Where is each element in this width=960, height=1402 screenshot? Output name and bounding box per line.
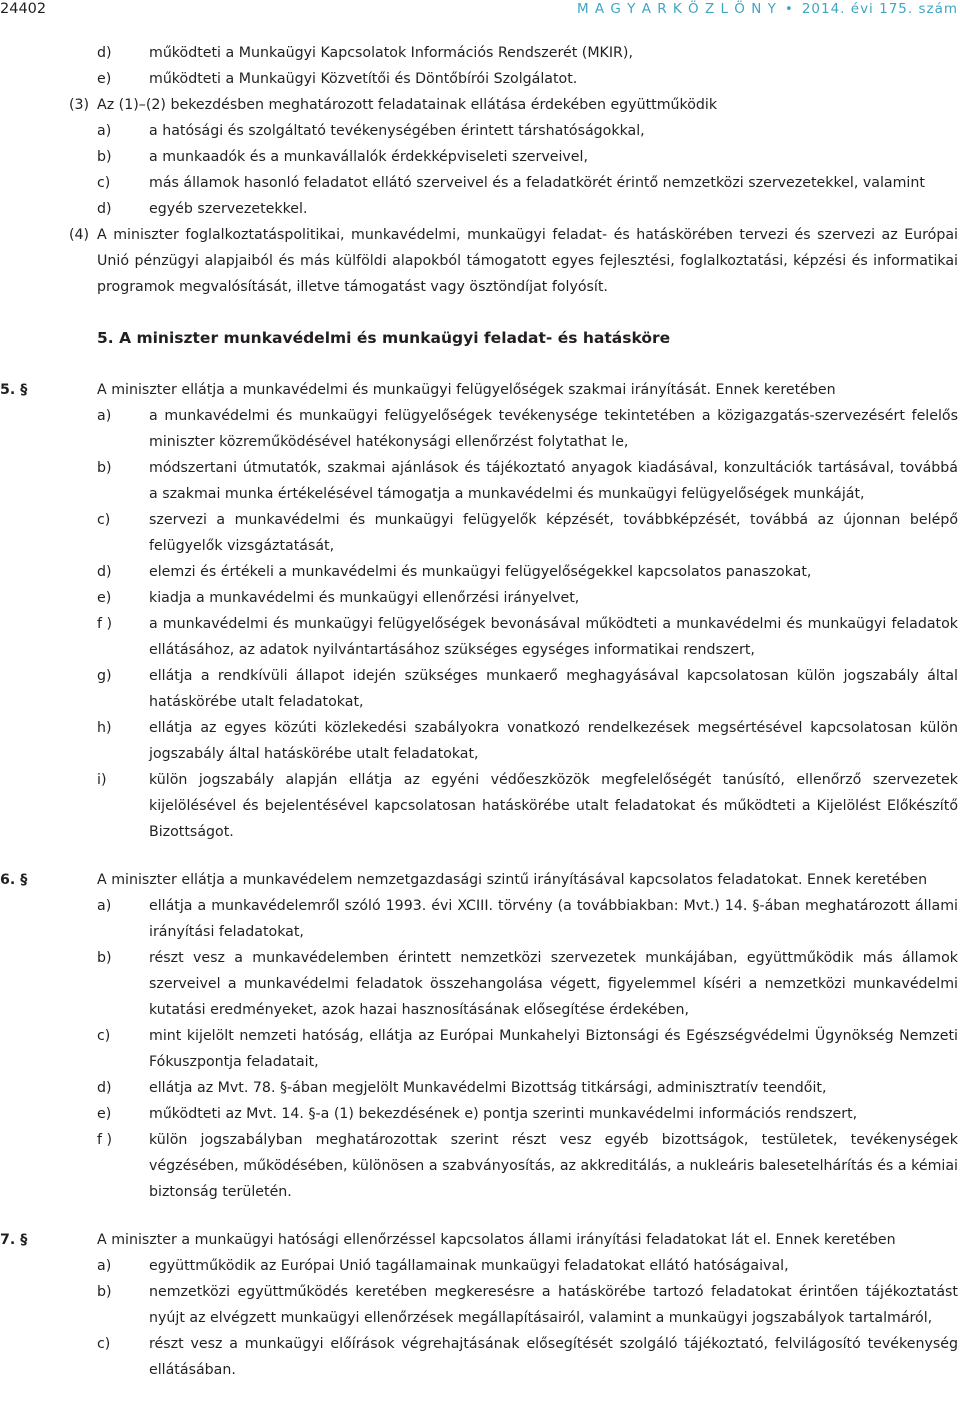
item-text: mint kijelölt nemzeti hatóság, ellátja az Európai Munkahelyi Biztonsági és Egészségvédelmi Ügynökség Nemzeti Fókuszpontja feladatait, (149, 1028, 958, 1070)
paragraph-3 (0, 92, 960, 118)
section-intro (0, 1227, 960, 1253)
paragraph-text: A miniszter foglalkoztatáspolitikai, munkavédelmi, munkaügyi feladat- és hatáskörében tervezi és szervezi az Európai Unió pénzügyi alapjaiból és más külföldi alapokból támogatott egyes fejlesztési, foglalkoztatási, képzési és informatikai programok megvalósítását, illetve támogatást vagy ösztöndíjat folyósít. (97, 227, 958, 295)
list-item (0, 118, 960, 144)
list-item (0, 455, 960, 507)
item-text: módszertani útmutatók, szakmai ajánlások és tájékoztató anyagok kiadásával, konzultációk tartásával, továbbá a szakmai munka értékelésével támogatja a munkavédelmi és munkaügyi felügyelőségek munkáját, (149, 460, 958, 502)
section-text: A miniszter ellátja a munkavédelem nemzetgazdasági szintű irányításával kapcsolatos feladatokat. Ennek keretében (97, 872, 928, 888)
item-label: g) (97, 668, 112, 684)
item-text: működteti a Munkaügyi Kapcsolatok Információs Rendszerét (MKIR), (149, 45, 633, 61)
item-label: c) (97, 175, 111, 191)
item-label: c) (97, 512, 111, 528)
item-text: a munkavédelmi és munkaügyi felügyelőségek tevékenysége tekintetében a közigazgatás-szervezésért felelős miniszter közreműködésével hatékonysági ellenőrzést folytathat le, (149, 408, 958, 450)
item-label: a) (97, 408, 112, 424)
section-6 (0, 867, 960, 1205)
item-label: a) (97, 1258, 112, 1274)
item-text: működteti a Munkaügyi Közvetítői és Döntőbírói Szolgálatot. (149, 71, 578, 87)
item-label: f ) (97, 1132, 113, 1148)
journal-name: M A G Y A R K Ö Z L Ö N Y (576, 1, 777, 17)
item-label: f ) (97, 616, 113, 632)
item-label: e) (97, 71, 112, 87)
item-text: más államok hasonló feladatot ellátó szerveivel és a feladatkörét érintő nemzetközi szervezetekkel, valamint (149, 175, 925, 191)
item-text: ellátja az egyes közúti közlekedési szabályokra vonatkozó rendelkezések megsértésével kapcsolatosan külön jogszabály által hatáskörébe utalt feladatokat, (149, 720, 958, 762)
list-item (0, 585, 960, 611)
list-item (0, 1253, 960, 1279)
list-item (0, 1279, 960, 1331)
list-item (0, 40, 960, 66)
item-label: b) (97, 950, 112, 966)
list-item (0, 715, 960, 767)
list-item (0, 1075, 960, 1101)
item-text: külön jogszabályban meghatározottak szerint részt vesz egyéb bizottságok, testületek, tevékenységek végzésében, működésében, különösen a szabványosítás, az akkreditálás, a nukleáris balesetelhárítás és a kémiai biztonság területén. (149, 1132, 958, 1200)
item-text: szervezi a munkavédelmi és munkaügyi felügyelők képzését, továbbképzését, továbbá az újonnan belépő felügyelők vizsgáztatását, (149, 512, 958, 554)
item-label: c) (97, 1336, 111, 1352)
list-item (0, 196, 960, 222)
list-item (0, 1101, 960, 1127)
item-label: e) (97, 1106, 112, 1122)
list-item (0, 893, 960, 945)
top-block (0, 40, 960, 300)
journal-issue: 2014. évi 175. szám (801, 1, 958, 17)
item-label: d) (97, 45, 112, 61)
paragraph-4 (0, 222, 960, 300)
item-text: részt vesz a munkavédelemben érintett nemzetközi szervezetek munkájában, együttműködik más államok szerveivel a munkavédelmi feladatok összehangolása végett, figyelemmel kíséri a nemzetközi munkavédelmi kutatási eredményeket, azok hazai hasznosításának elősegítése érdekében, (149, 950, 958, 1018)
separator-dot: • (784, 1, 794, 17)
item-text: a munkavédelmi és munkaügyi felügyelőségek bevonásával működteti a munkavédelmi és munkaügyi feladatok ellátásához, az adatok nyilvántartásához szükséges egységes informatikai rendszert, (149, 616, 958, 658)
item-label: b) (97, 1284, 112, 1300)
item-text: a munkaadók és a munkavállalók érdekképviseleti szerveivel, (149, 149, 588, 165)
section-number: 6. § (0, 872, 28, 888)
paragraph-text: Az (1)–(2) bekezdésben meghatározott feladatainak ellátása érdekében együttműködik (97, 97, 718, 113)
item-label: a) (97, 898, 112, 914)
list-item (0, 1023, 960, 1075)
section-7 (0, 1227, 960, 1383)
list-item (0, 403, 960, 455)
item-label: i) (97, 772, 107, 788)
section-text: A miniszter a munkaügyi hatósági ellenőrzéssel kapcsolatos állami irányítási feladatokat lát el. Ennek keretében (97, 1232, 896, 1248)
item-label: b) (97, 460, 112, 476)
list-item (0, 663, 960, 715)
paragraph-number: (4) (69, 227, 90, 243)
section-text: A miniszter ellátja a munkavédelmi és munkaügyi felügyelőségek szakmai irányítását. Ennek keretében (97, 382, 836, 398)
item-text: ellátja a munkavédelemről szóló 1993. évi XCIII. törvény (a továbbiakban: Mvt.) 14. §-ában meghatározott állami irányítási feladatokat, (149, 898, 958, 940)
chapter-title: 5. A miniszter munkavédelmi és munkaügyi feladat- és hatásköre (97, 329, 671, 347)
page-number: 24402 (0, 1, 47, 17)
item-label: e) (97, 590, 112, 606)
item-text: együttműködik az Európai Unió tagállamainak munkaügyi feladatokat ellátó hatóságaival, (149, 1258, 789, 1274)
list-item (0, 1127, 960, 1205)
list-item (0, 66, 960, 92)
item-label: d) (97, 564, 112, 580)
list-item (0, 945, 960, 1023)
item-text: ellátja a rendkívüli állapot idején szükséges munkaerő meghagyásával kapcsolatosan külön jogszabály által hatáskörébe utalt feladatokat, (149, 668, 958, 710)
item-text: elemzi és értékeli a munkavédelmi és munkaügyi felügyelőségekkel kapcsolatos panaszokat, (149, 564, 812, 580)
item-text: egyéb szervezetekkel. (149, 201, 308, 217)
section-number: 7. § (0, 1232, 28, 1248)
item-label: b) (97, 149, 112, 165)
list-item (0, 507, 960, 559)
paragraph-number: (3) (69, 97, 90, 113)
section-5 (0, 377, 960, 845)
journal-title (577, 0, 958, 22)
item-text: részt vesz a munkaügyi előírások végrehajtásának elősegítését szolgáló tájékoztató, felvilágosító tevékenység ellátásában. (149, 1336, 958, 1378)
item-text: nemzetközi együttműködés keretében megkeresésre a hatáskörébe tartozó feladatokat érintően tájékoztatást nyújt az elvégzett munkaügyi ellenőrzések megállapításairól, valamint a munkaügyi jogszabályok tartalmáról, (149, 1284, 958, 1326)
item-text: ellátja az Mvt. 78. §-ában megjelölt Munkavédelmi Bizottság titkársági, adminisztratív teendőit, (149, 1080, 827, 1096)
item-text: külön jogszabály alapján ellátja az egyéni védőeszközök megfelelőségét tanúsító, ellenőrző szervezetek kijelölésével és bejelentésével kapcsolatosan hatáskörébe utalt feladatokat és működteti a Kijelölést Előkészítő Bizottságot. (149, 772, 958, 840)
list-item (0, 170, 960, 196)
list-item (0, 611, 960, 663)
item-label: d) (97, 1080, 112, 1096)
list-item (0, 144, 960, 170)
list-item (0, 559, 960, 585)
item-label: a) (97, 123, 112, 139)
section-intro (0, 377, 960, 403)
item-label: c) (97, 1028, 111, 1044)
item-text: kiadja a munkavédelmi és munkaügyi ellenőrzési irányelvet, (149, 590, 580, 606)
list-item (0, 1331, 960, 1383)
item-text: működteti az Mvt. 14. §-a (1) bekezdésének e) pontja szerinti munkavédelmi információs rendszert, (149, 1106, 858, 1122)
section-intro (0, 867, 960, 893)
item-text: a hatósági és szolgáltató tevékenységében érintett társhatóságokkal, (149, 123, 645, 139)
item-label: d) (97, 201, 112, 217)
list-item (0, 767, 960, 845)
item-label: h) (97, 720, 112, 736)
section-number: 5. § (0, 382, 28, 398)
